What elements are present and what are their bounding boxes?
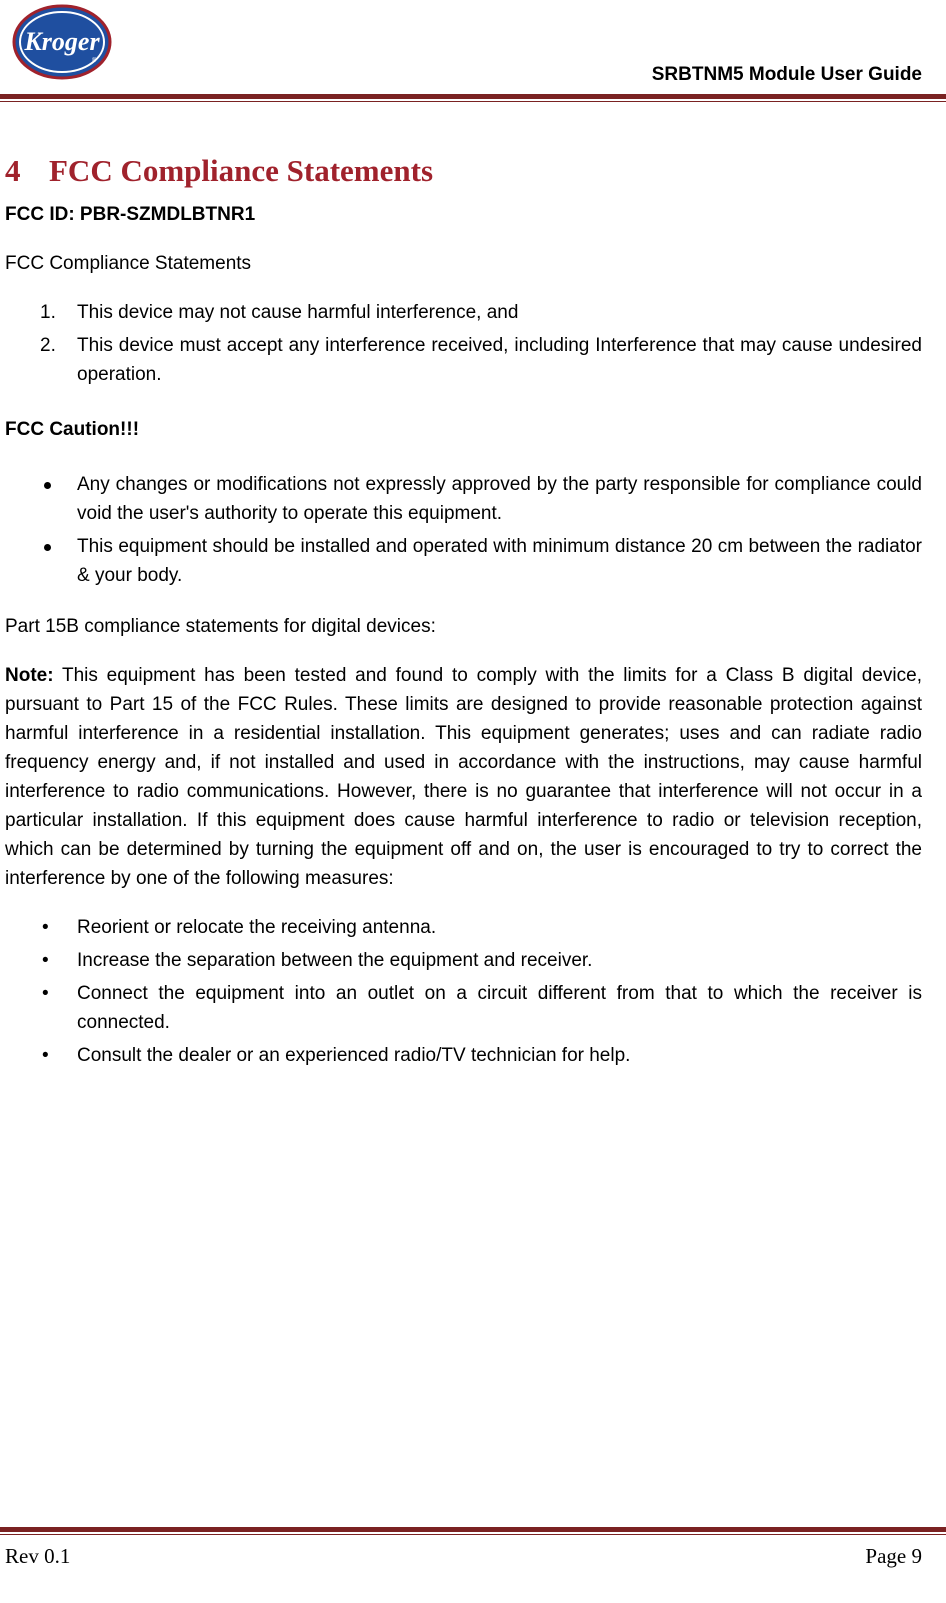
list-item [5,532,922,590]
list-item [5,1041,922,1070]
svg-text:®: ® [92,58,97,64]
list-item-text: This device must accept any interference received, including Interference that may cause undesired operation. [77,335,922,385]
document-title: SRBTNM5 Module User Guide [651,64,922,85]
fcc-id: FCC ID: PBR-SZMDLBTNR1 [5,204,256,225]
bullet-icon: • [42,950,49,971]
logo-wordmark: Kroger [24,27,100,56]
statements-title: FCC Compliance Statements [5,253,252,274]
list-item-text: This equipment should be installed and operated with minimum distance 20 cm between the radiator & your body. [77,536,922,586]
revision-label: Rev 0.1 [5,1544,71,1568]
footer-rule-thin [0,1534,946,1535]
list-item-text: Any changes or modifications not expressly approved by the party responsible for compliance could void the user's authority to operate this equipment. [77,474,922,524]
kroger-logo [12,4,112,80]
list-item-text: Reorient or relocate the receiving antenna. [77,917,437,938]
page-header [0,0,946,110]
header-rule [0,94,946,99]
note-label: Note: [5,665,54,686]
list-item-text: Connect the equipment into an outlet on a circuit different from that to which the receiver is connected. [77,983,922,1033]
section-title: FCC Compliance Statements [49,153,434,188]
list-item-text: Consult the dealer or an experienced radio/TV technician for help. [77,1045,631,1066]
caution-list [5,470,922,590]
bullet-icon: • [42,917,49,938]
footer-rule [0,1527,946,1532]
list-item-text: This device may not cause harmful interference, and [77,302,519,323]
list-item [5,470,922,528]
bullet-icon: • [42,1045,49,1066]
list-item [5,913,922,942]
list-marker: 1. [40,302,56,323]
page-number: Page 9 [865,1544,922,1568]
list-item [5,298,922,327]
list-item [5,979,922,1037]
list-item [5,331,922,389]
bullet-icon [44,544,51,551]
measures-list [5,913,922,1070]
note-paragraph [5,661,922,893]
numbered-list [5,298,922,389]
bullet-icon [44,482,51,489]
bullet-icon: • [42,983,49,1004]
list-marker: 2. [40,335,56,356]
caution-title: FCC Caution!!! [5,419,140,440]
list-item-text: Increase the separation between the equipment and receiver. [77,950,593,971]
section-number: 4 [5,153,21,188]
list-item [5,946,922,975]
note-text: This equipment has been tested and found to comply with the limits for a Class B digital device, pursuant to Part 15 of the FCC Rules. These limits are designed to provide reasonable protection against harmful interference in a residential installation. This equipment generates; uses and can radiate radio frequency energy and, if not installed and used in accordance with the instructions, may cause harmful interference to radio communications. However, there is no guarantee that interference will not occur in a particular installation. If this equipment does cause harmful interference to radio or television reception, which can be determined by turning the equipment off and on, the user is encouraged to try to correct the interference by one of the following measures: [5,665,922,889]
part15-title: Part 15B compliance statements for digital devices: [5,616,436,637]
header-rule-thin [0,101,946,102]
section-heading [5,150,922,192]
page-body [5,150,922,1092]
